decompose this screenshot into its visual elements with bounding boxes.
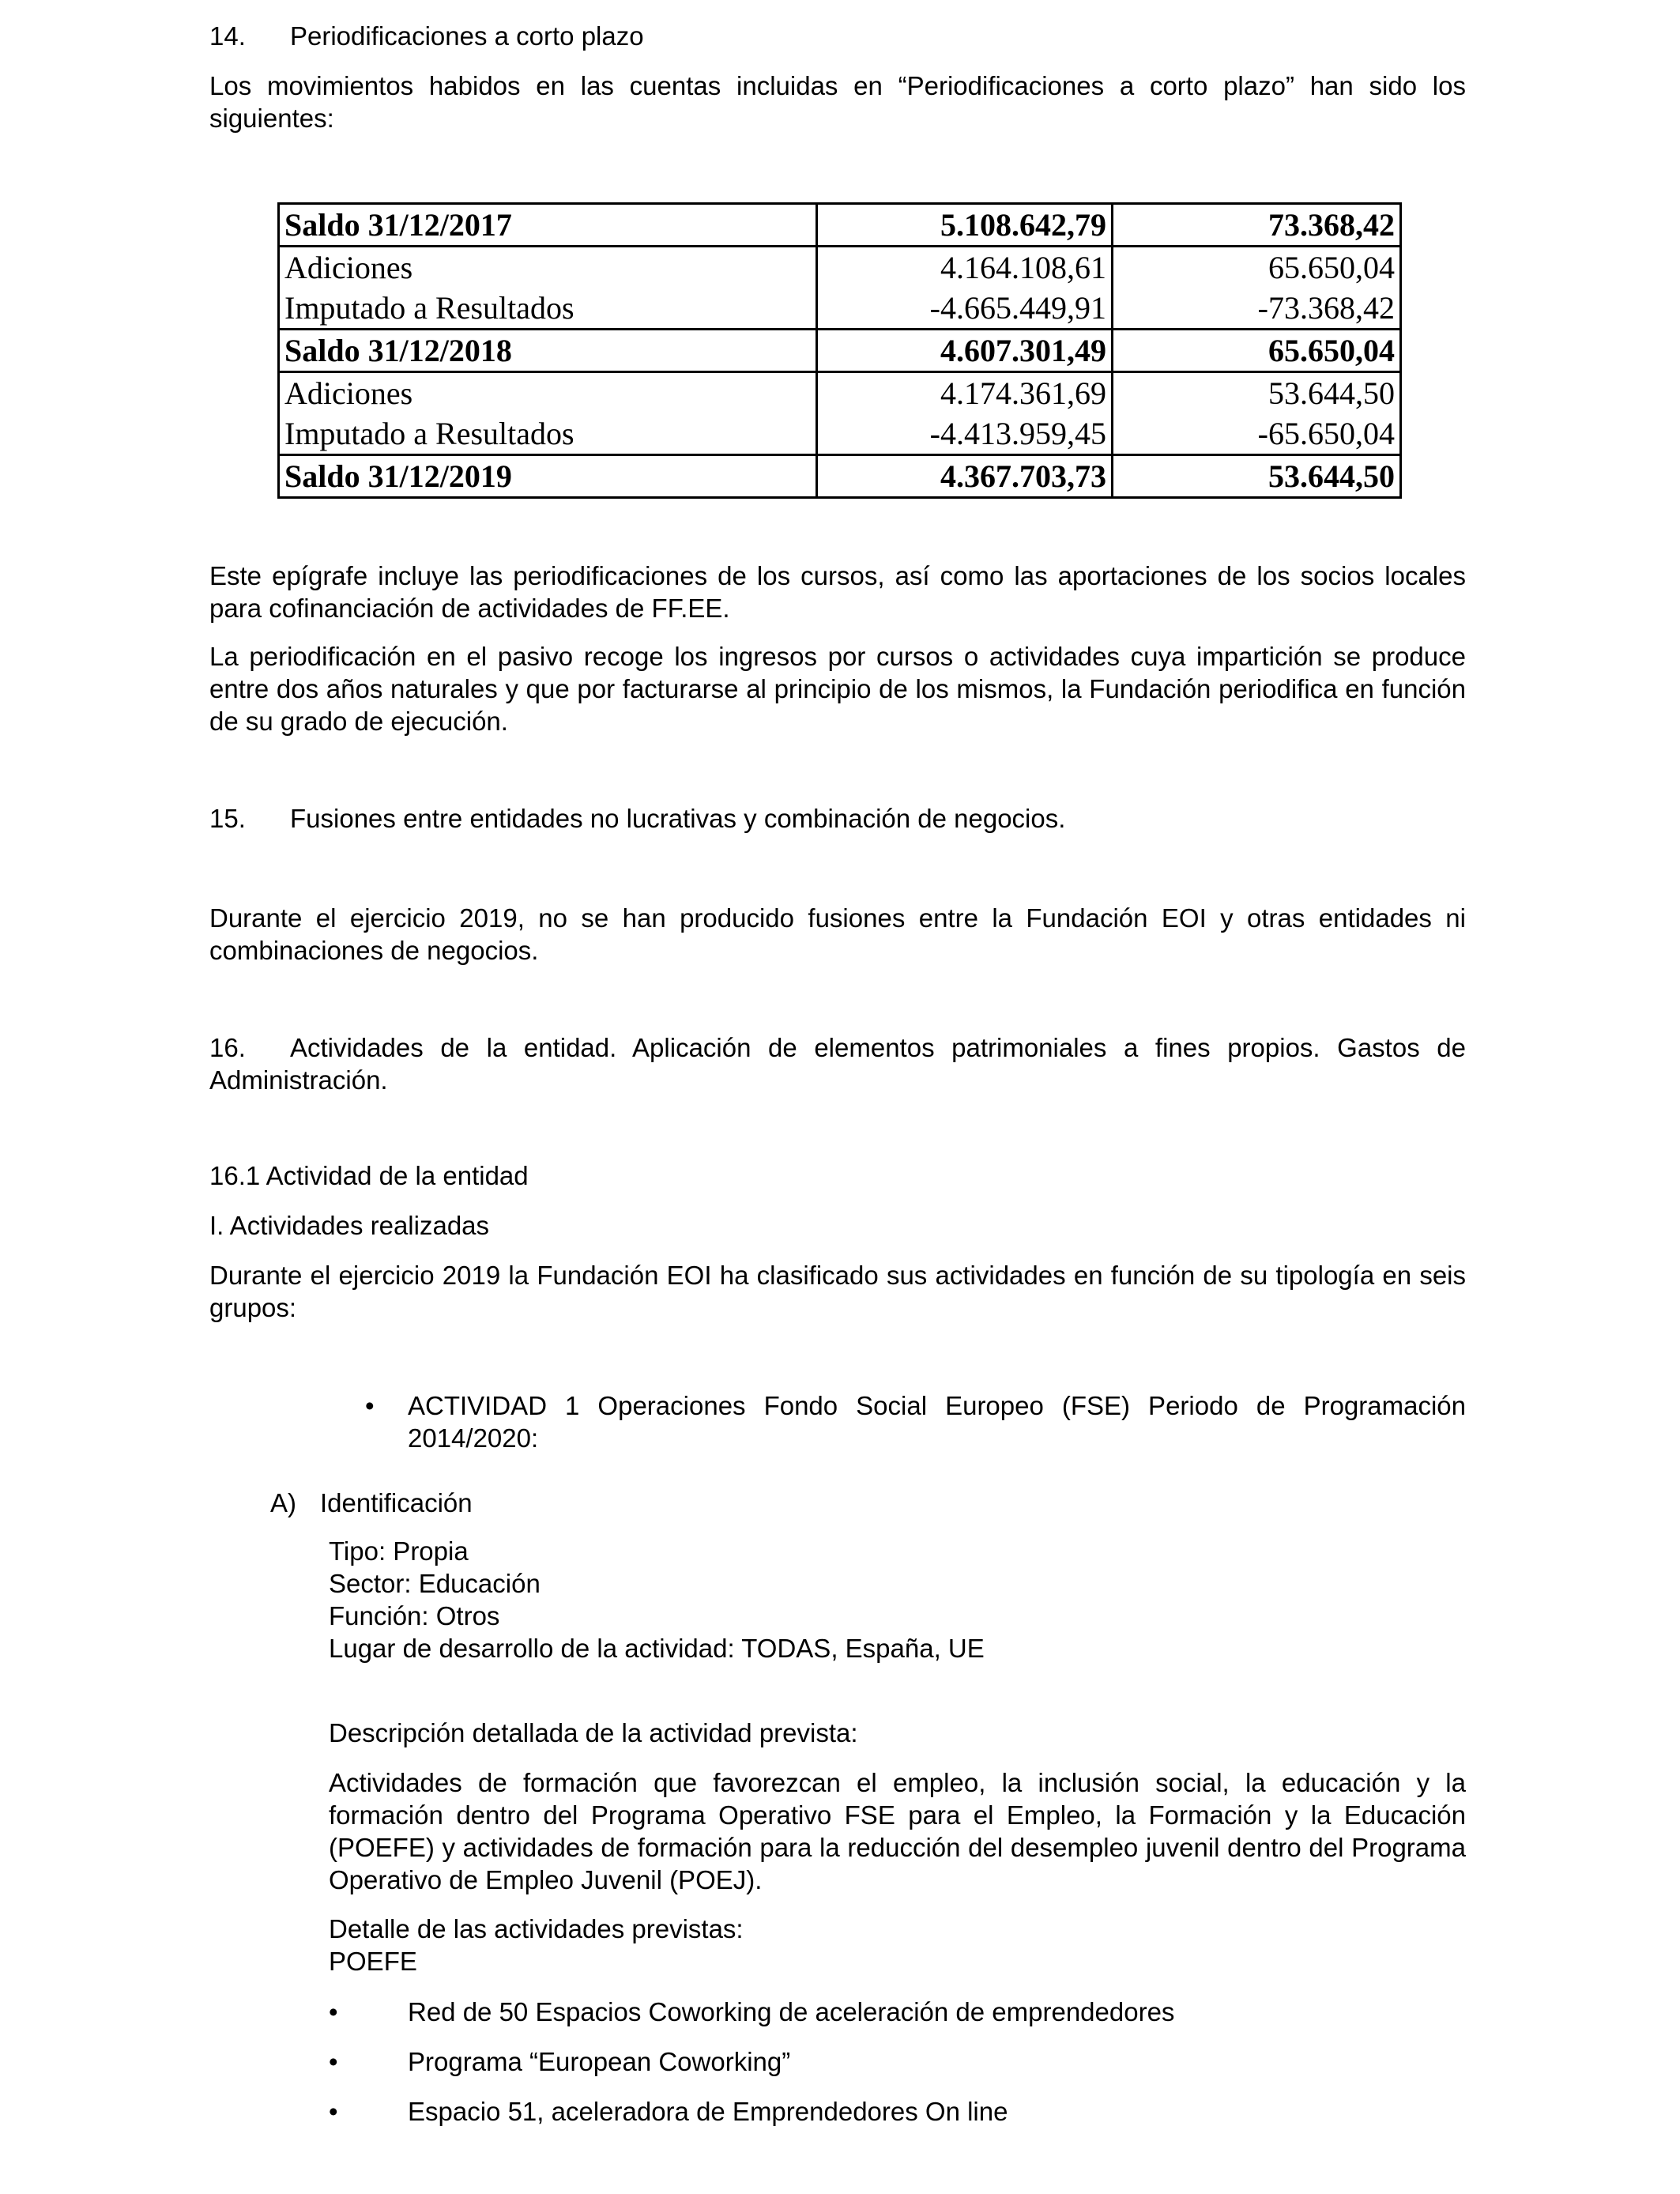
table-row [279,288,1401,330]
row-label: Adiciones [279,247,817,288]
heading-text: Identificación [320,1488,473,1517]
row-value-b: -73.368,42 [1113,288,1401,330]
list-marker: A) [270,1488,296,1517]
row-label: Adiciones [279,372,817,414]
section-16-paragraph: Durante el ejercicio 2019 la Fundación EOI ha clasificado sus actividades en función de su tipología en seis grupos: [209,1261,1466,1322]
section-title: Fusiones entre entidades no lucrativas y combinación de negocios. [290,804,1066,833]
row-value-b: 65.650,04 [1113,247,1401,288]
sector-line: Sector: Educación [329,1569,541,1598]
subsection-heading: 16.1 Actividad de la entidad [209,1161,529,1190]
description-text: Actividades de formación que favorezcan el empleo, la inclusión social, la educación y la formación dentro del Programa Operativo FSE para el Empleo, la Formación y la Educación (POEFE) y actividades de formación para la reducción del desempleo juvenil dentro del Programa Operativo de Empleo Juvenil (POEJ). [329,1768,1466,1894]
subsection-heading: I. Actividades realizadas [209,1211,490,1240]
row-value-a: 4.607.301,49 [817,330,1113,372]
section-number: 15. [209,804,246,833]
section-number: 14. [209,21,246,51]
row-value-b: 73.368,42 [1113,204,1401,247]
list-item: Programa “European Coworking” [408,2047,791,2076]
section-14-paragraph-1: Este epígrafe incluye las periodificaciones de los cursos, así como las aportaciones de los socios locales para cofinanciación de actividades de FF.EE. [209,561,1466,623]
bullet-icon: • [329,2047,338,2076]
section-14-heading [209,20,644,52]
detail-label: Detalle de las actividades previstas: [329,1914,744,1943]
bullet-icon: • [329,2097,338,2126]
poefe-label: POEFE [329,1947,417,1976]
section-title: Actividades de la entidad. Aplicación de elementos patrimoniales a fines propios. Gastos de Administración. [209,1033,1466,1095]
row-label: Saldo 31/12/2019 [279,455,817,498]
tipo-line: Tipo: Propia [329,1536,469,1566]
row-label: Saldo 31/12/2018 [279,330,817,372]
row-value-a: 5.108.642,79 [817,204,1113,247]
section-14-paragraph-2: La periodificación en el pasivo recoge los ingresos por cursos o actividades cuya impartición se produce entre dos años naturales y que por facturarse al principio de los mismos, la Fundación periodifica en función de su grado de ejecución. [209,642,1466,736]
table-row [279,372,1401,414]
lugar-line: Lugar de desarrollo de la actividad: TODAS, España, UE [329,1634,985,1663]
description-label: Descripción detallada de la actividad prevista: [329,1718,858,1747]
section-14-intro: Los movimientos habidos en las cuentas incluidas en “Periodificaciones a corto plazo” han sido los siguientes: [209,71,1466,133]
table-row [279,247,1401,288]
bullet-icon: • [329,1997,338,2026]
list-item: Red de 50 Espacios Coworking de aceleración de emprendedores [408,1997,1175,2026]
section-15-heading [209,802,1065,835]
periodificaciones-table [277,202,1402,499]
funcion-line: Función: Otros [329,1601,500,1630]
row-value-b: -65.650,04 [1113,413,1401,455]
activity-1-title: ACTIVIDAD 1 Operaciones Fondo Social Europeo (FSE) Periodo de Programación 2014/2020: [408,1391,1466,1453]
bullet-icon: • [365,1391,375,1420]
row-label: Imputado a Resultados [279,288,817,330]
table-row [279,413,1401,455]
row-value-b: 65.650,04 [1113,330,1401,372]
row-value-a: 4.174.361,69 [817,372,1113,414]
table-row [279,330,1401,372]
table-row [279,204,1401,247]
row-value-b: 53.644,50 [1113,372,1401,414]
row-value-a: -4.413.959,45 [817,413,1113,455]
list-item: Espacio 51, aceleradora de Emprendedores On line [408,2097,1008,2126]
section-title: Periodificaciones a corto plazo [290,21,644,51]
row-label: Imputado a Resultados [279,413,817,455]
row-value-a: 4.164.108,61 [817,247,1113,288]
row-value-a: -4.665.449,91 [817,288,1113,330]
row-value-b: 53.644,50 [1113,455,1401,498]
section-number: 16. [209,1033,246,1062]
identification-heading [270,1487,473,1519]
section-15-paragraph: Durante el ejercicio 2019, no se han producido fusiones entre la Fundación EOI y otras entidades ni combinaciones de negocios. [209,903,1466,965]
row-label: Saldo 31/12/2017 [279,204,817,247]
table-row [279,455,1401,498]
section-16-heading [209,1031,1466,1096]
row-value-a: 4.367.703,73 [817,455,1113,498]
